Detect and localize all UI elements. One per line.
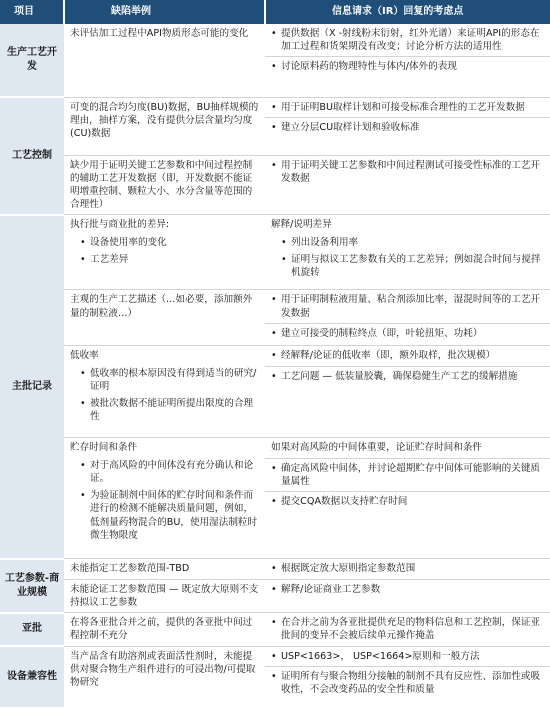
table-row xyxy=(0,613,550,646)
ir-bullet: • 在合并之前为各亚批提供充足的物料信息和工艺控制，保证亚批间的变异不会被后续单元操作掩盖 xyxy=(271,616,546,642)
header-deficiency: 缺陷举例 xyxy=(64,0,265,24)
deficiency-cell xyxy=(64,155,265,215)
ir-bullet: • 用于证明制粒液用量、粘合剂添加比率，湿混时间等的工艺开发数据 xyxy=(271,293,546,319)
deficiency-cell xyxy=(64,438,265,559)
deficiency-sub-bullet: • 低收率的根本原因没有得到适当的研究/证明 xyxy=(70,367,261,393)
ir-bullet: • 解释/论证商业工艺参数 xyxy=(271,583,546,596)
deficiency-text: 在将各亚批合并之前，提供的各亚批中间过程控制不充分 xyxy=(70,617,253,642)
table-row xyxy=(0,646,550,708)
ir-sub-bullet: • 证明与拟议工艺参数有关的工艺差异；例如混合时间与搅拌机旋转 xyxy=(271,253,546,279)
deficiency-text: 未能论证工艺参数范围 — 既定放大原则不支持拟议工艺参数 xyxy=(70,583,259,608)
ir-cell xyxy=(265,646,550,708)
deficiency-cell xyxy=(64,346,265,438)
category-cell: 工艺控制 xyxy=(0,97,64,215)
ir-bullet: • 确定高风险中间体，并讨论超期贮存中间体可能影响的关键质量属性 xyxy=(271,462,546,488)
deficiency-sub-bullet: • 工艺差异 xyxy=(70,253,261,266)
ir-cell xyxy=(265,438,550,559)
ir-text: 解释/说明差异 xyxy=(271,219,332,231)
ir-sub-bullet: • 列出设备利用率 xyxy=(271,236,546,249)
ir-cell xyxy=(265,155,550,215)
ir-cell xyxy=(265,559,550,579)
deficiency-cell xyxy=(64,579,265,612)
table-row xyxy=(0,579,550,612)
ir-bullet: • 提交CQA数据以支持贮存时间 xyxy=(271,495,546,508)
ir-bullet: • 用于证明BU取样计划和可接受标准合理性的工艺开发数据 xyxy=(271,101,546,114)
deficiency-sub-bullet: • 为验证制剂中间体的贮存时间和条件而进行的检测不能解决质量问题，例如，低剂量药物混合的BU，使用湿法制粒时微生物限度 xyxy=(70,489,261,542)
category-cell: 生产工艺开发 xyxy=(0,24,64,97)
ir-bullet: • 工艺问题 — 低装量胶囊，确保稳健生产工艺的缓解措施 xyxy=(271,370,546,383)
deficiency-text: 可变的混合均匀度(BU)数据，BU抽样规模的理由，抽样方案，没有提供分层含量均匀度(CU)数据 xyxy=(70,101,259,139)
deficiency-text: 未能指定工艺参数范围-TBD xyxy=(70,563,190,575)
ir-cell xyxy=(265,24,550,97)
table-row xyxy=(0,155,550,215)
deficiency-cell xyxy=(64,24,265,97)
ir-cell xyxy=(265,215,550,290)
ir-cell xyxy=(265,290,550,346)
header-ir-response: 信息请求（IR）回复的考虑点 xyxy=(265,0,550,24)
deficiency-cell xyxy=(64,646,265,708)
ir-bullet: • 用于证明关键工艺参数和中间过程测试可接受性标准的工艺开发数据 xyxy=(271,159,546,185)
deficiency-text: 缺少用于证明关键工艺参数和中间过程控制的辅助工艺开发数据（即，开发数据不能证明增重控制、颗粒大小、水分含量等范围的合理性） xyxy=(70,159,253,211)
ir-bullet: • 提供数据（X -射线粉末衍射，红外光谱）来证明API的形态在加工过程和货架期没有改变；讨论分析方法的适用性 xyxy=(271,27,546,53)
table-row xyxy=(0,24,550,97)
ir-cell xyxy=(265,346,550,438)
deficiency-sub-bullet: • 被批次数据不能证明所提出限度的合理性 xyxy=(70,397,261,423)
table-row xyxy=(0,290,550,346)
deficiency-cell xyxy=(64,613,265,646)
header-row xyxy=(0,0,550,24)
deficiency-text: 未评估加工过程中API物质形态可能的变化 xyxy=(70,28,249,39)
ir-bullet: • USP<1663>， USP<1664>原则和一般方法 xyxy=(271,650,546,663)
deficiency-sub-bullet: • 设备使用率的变化 xyxy=(70,236,261,249)
category-cell: 亚批 xyxy=(0,613,64,646)
ir-bullet: • 讨论原料药的物理特性与体内/体外的表现 xyxy=(271,60,546,73)
deficiency-cell xyxy=(64,290,265,346)
table-row xyxy=(0,97,550,155)
ir-cell xyxy=(265,97,550,155)
deficiency-sub-bullet: • 对于高风险的中间体没有充分确认和论证。 xyxy=(70,459,261,485)
category-cell: 设备兼容性 xyxy=(0,646,64,708)
table-row xyxy=(0,215,550,290)
category-cell: 主批记录 xyxy=(0,215,64,559)
deficiency-cell xyxy=(64,559,265,579)
category-cell: 工艺参数-商业规模 xyxy=(0,559,64,613)
table-row xyxy=(0,438,550,559)
deficiency-cell xyxy=(64,97,265,155)
ir-bullet: • 经解释/论证的低收率（即，额外取样，批次规模） xyxy=(271,349,546,362)
deficiency-text: 执行批与商业批的差异: xyxy=(70,219,170,231)
deficiency-text: 低收率 xyxy=(70,350,99,362)
ir-bullet: • 根据既定放大原则指定参数范围 xyxy=(271,562,546,575)
ir-cell xyxy=(265,613,550,646)
deficiency-text: 当产品含有助溶剂或表面活性剂时，未能提供对聚合物生产组件进行的可浸出物/可提取物研究 xyxy=(70,650,256,689)
ir-cell xyxy=(265,579,550,612)
header-item: 项目 xyxy=(0,0,64,24)
deficiency-cell xyxy=(64,215,265,290)
ir-bullet: • 建立可接受的制粒终点（即，叶轮扭矩、功耗） xyxy=(271,327,546,340)
table-row xyxy=(0,346,550,438)
deficiency-text: 主观的生产工艺描述（…如必要，添加额外量的制粒液…） xyxy=(70,294,253,319)
ir-bullet: • 建立分层CU取样计划和验收标准 xyxy=(271,121,546,134)
ir-text: 如果对高风险的中间体重要，论证贮存时间和条件 xyxy=(271,442,483,454)
deficiency-text: 贮存时间和条件 xyxy=(70,442,138,454)
ir-bullet: • 证明所有与聚合物组分接触的制剂不具有反应性、添加性或吸收性，不会改变药品的安全性和质量 xyxy=(271,670,546,696)
table-row xyxy=(0,559,550,579)
